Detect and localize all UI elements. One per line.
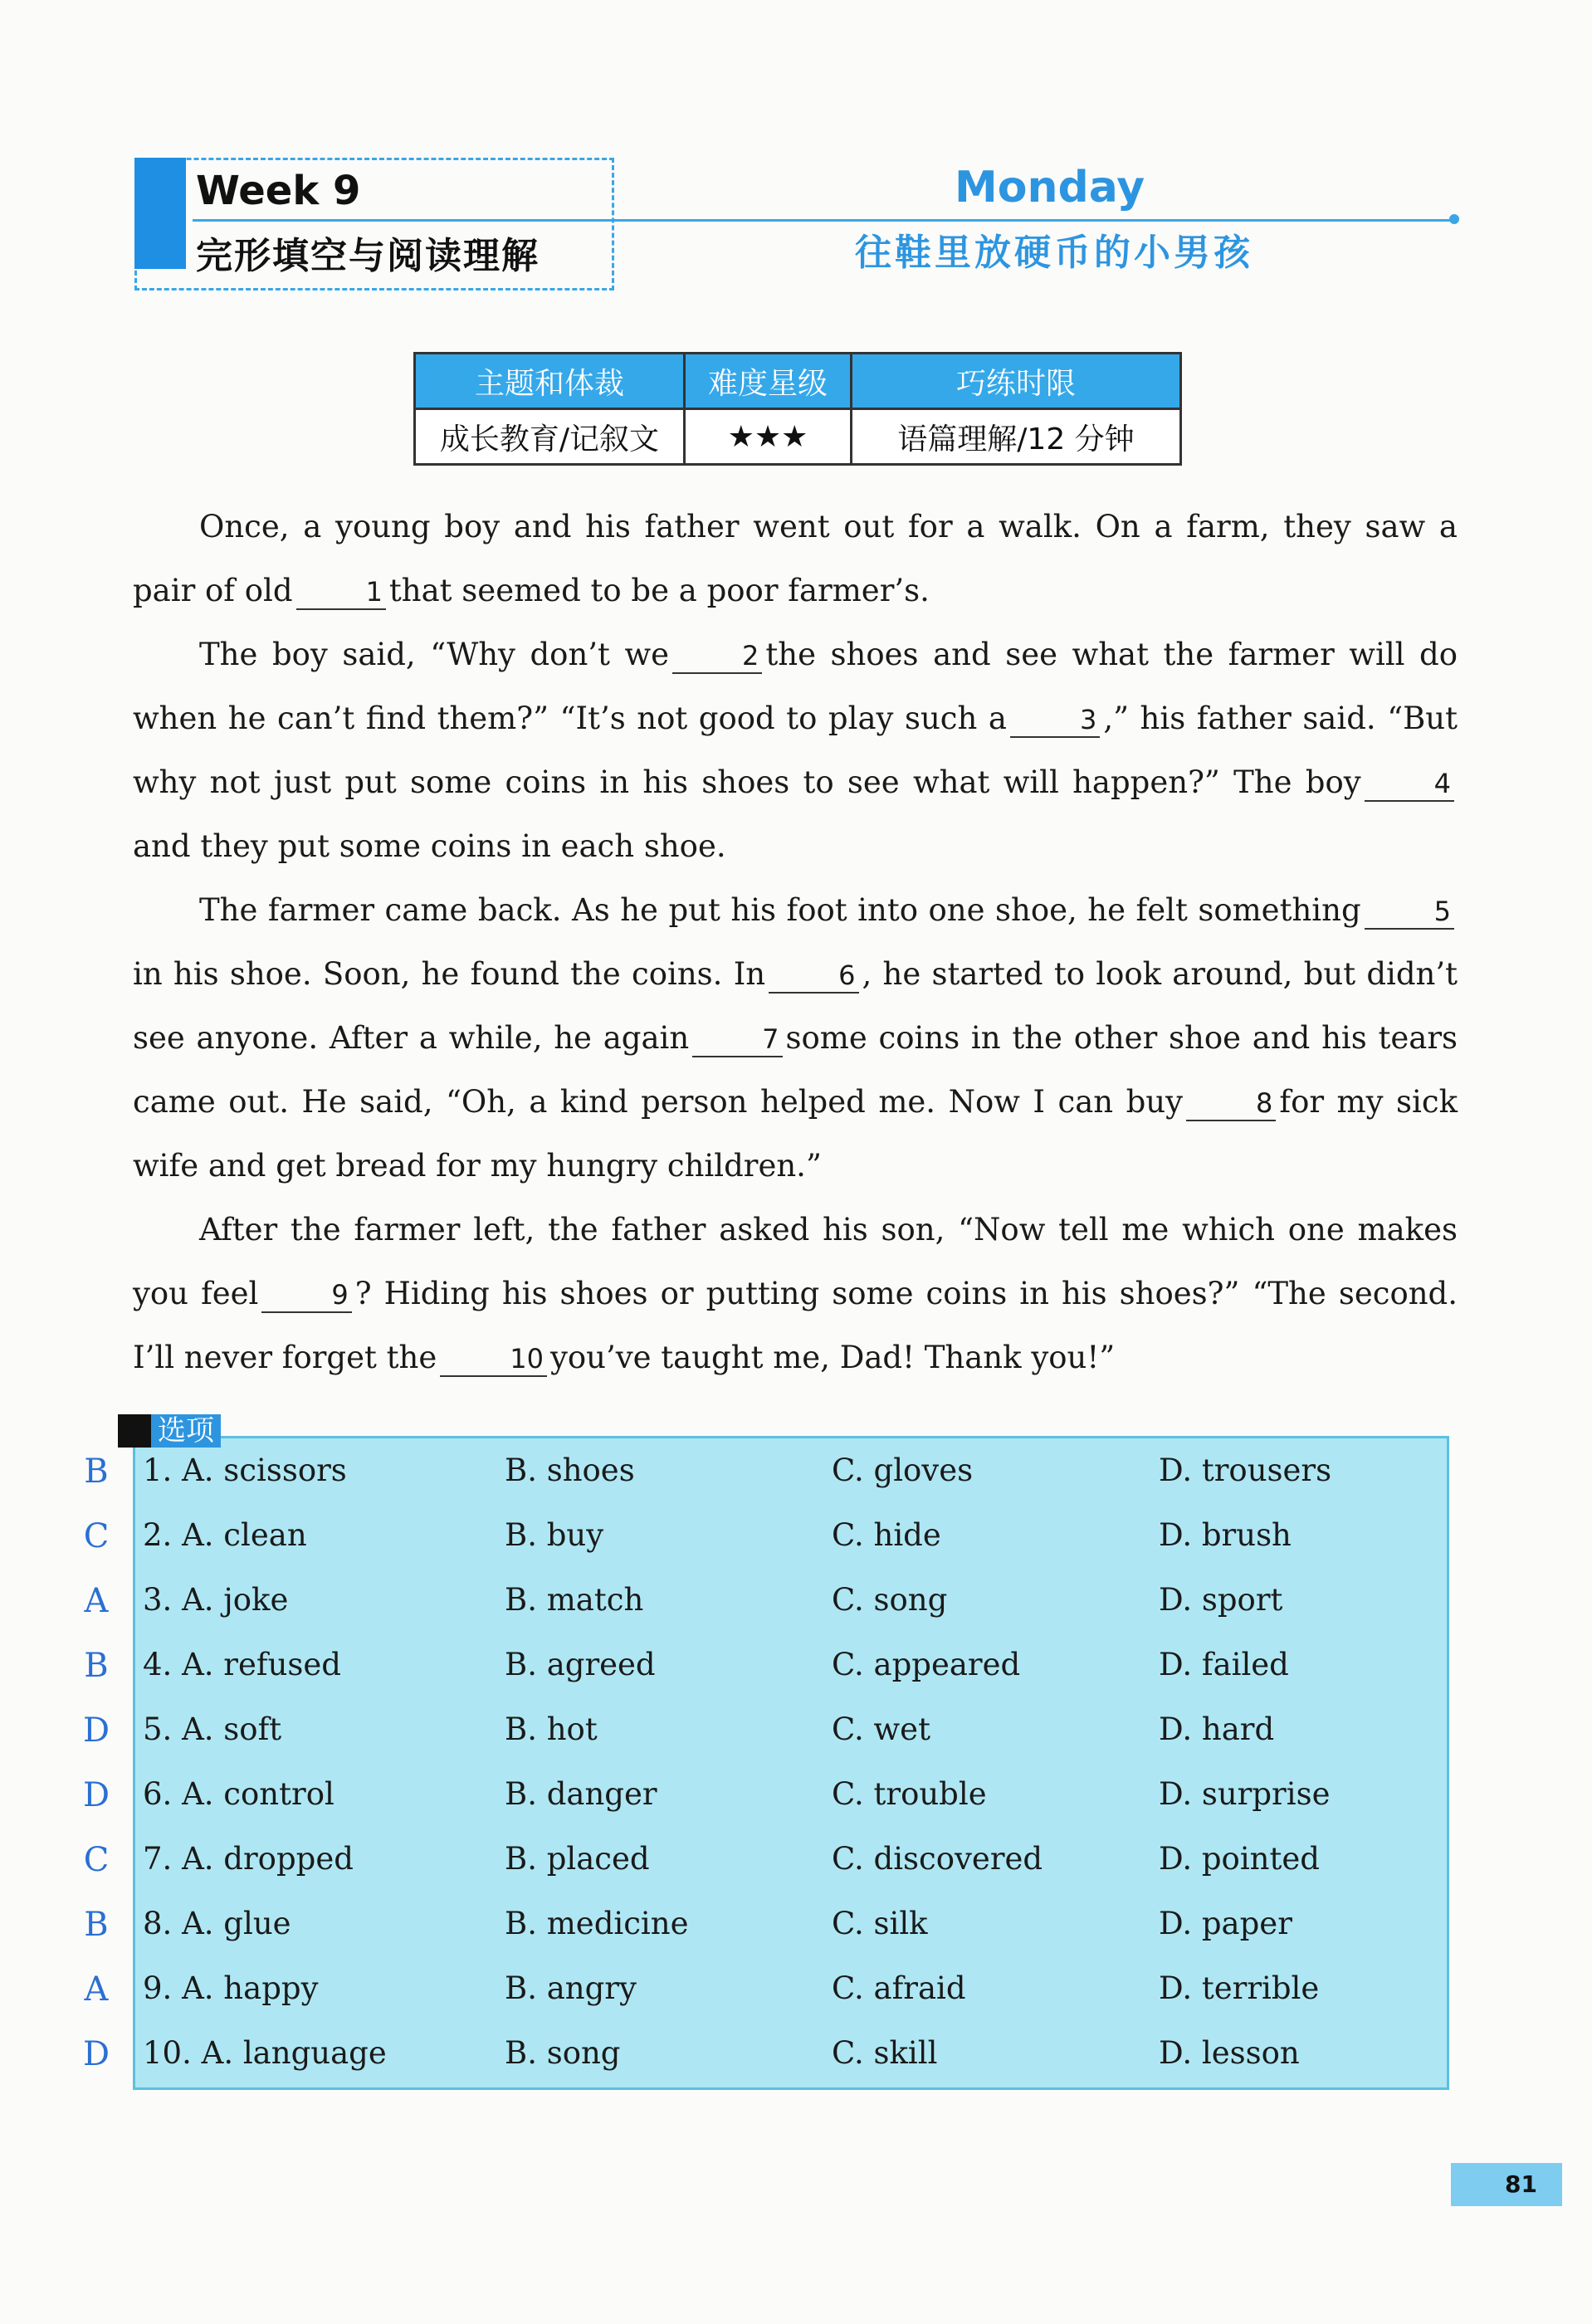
blank-3[interactable]: 3 xyxy=(1010,703,1100,738)
option-d[interactable]: D. hard xyxy=(1159,1711,1275,1747)
paragraph-3 xyxy=(133,878,1458,1198)
option-d[interactable]: D. paper xyxy=(1159,1906,1292,1941)
answer-mark: D xyxy=(82,1776,110,1814)
option-d[interactable]: D. trousers xyxy=(1159,1452,1332,1488)
option-d[interactable]: D. surprise xyxy=(1159,1776,1331,1812)
option-d[interactable]: D. sport xyxy=(1159,1582,1283,1618)
passage-text: After the farmer left, the father asked his son, “Now tell me which one makes you feel xyxy=(133,1212,1458,1311)
passage-text: you’ve taught me, Dad! Thank you!” xyxy=(549,1340,1116,1375)
option-b[interactable]: B. buy xyxy=(505,1517,604,1553)
passage-text: The boy said, “Why don’t we xyxy=(199,637,670,672)
option-a[interactable]: 6. A. control xyxy=(143,1776,335,1812)
option-a[interactable]: 2. A. clean xyxy=(143,1517,307,1553)
option-a[interactable]: 7. A. dropped xyxy=(143,1841,354,1877)
answer-mark: D xyxy=(82,1711,110,1750)
blank-1[interactable]: 1 xyxy=(296,575,386,610)
option-c[interactable]: C. appeared xyxy=(832,1647,1021,1682)
section-title: 完形填空与阅读理解 xyxy=(196,235,540,277)
option-c[interactable]: C. wet xyxy=(832,1711,930,1747)
passage-text: that seemed to be a poor farmer’s. xyxy=(388,573,930,608)
blank-6[interactable]: 6 xyxy=(769,959,858,994)
option-b[interactable]: B. shoes xyxy=(505,1452,635,1488)
page-number: 81 xyxy=(1451,2163,1562,2206)
option-row xyxy=(0,1517,1494,1580)
options-label: 选项 xyxy=(118,1414,221,1448)
option-a[interactable]: 1. A. scissors xyxy=(143,1452,347,1488)
passage-text: for my sick wife and get bread for my hungry children.” xyxy=(133,1084,1458,1184)
passage-text: Once, a young boy and his father went out for a walk. On a farm, they saw a pair of old xyxy=(133,509,1458,608)
blank-7[interactable]: 7 xyxy=(692,1023,782,1057)
option-b[interactable]: B. danger xyxy=(505,1776,657,1812)
blank-2[interactable]: 2 xyxy=(672,639,762,674)
passage-text: ? Hiding his shoes or putting some coins in his shoes?” “The second. I’ll never forget the xyxy=(133,1276,1458,1375)
answer-mark: B xyxy=(84,1452,109,1491)
option-b[interactable]: B. hot xyxy=(505,1711,598,1747)
passage-text: , he started to look around, but didn’t see anyone. After a while, he again xyxy=(133,956,1458,1056)
option-a[interactable]: 5. A. soft xyxy=(143,1711,282,1747)
blank-9[interactable]: 9 xyxy=(261,1278,351,1313)
option-a[interactable]: 9. A. happy xyxy=(143,1970,319,2006)
option-a[interactable]: 8. A. glue xyxy=(143,1906,291,1941)
option-b[interactable]: B. angry xyxy=(505,1970,637,2006)
option-b[interactable]: B. match xyxy=(505,1582,644,1618)
passage-text: the shoes and see what the farmer will do when he can’t find them?” “It’s not good to play such a xyxy=(133,637,1458,736)
option-row xyxy=(0,1841,1494,1904)
option-d[interactable]: D. failed xyxy=(1159,1647,1289,1682)
option-b[interactable]: B. placed xyxy=(505,1841,650,1877)
options-label-square-icon xyxy=(118,1414,151,1448)
option-c[interactable]: C. silk xyxy=(832,1906,928,1941)
option-row xyxy=(0,1970,1494,2034)
info-value-difficulty: ★★★ xyxy=(685,409,852,465)
option-d[interactable]: D. pointed xyxy=(1159,1841,1320,1877)
option-row xyxy=(0,1647,1494,1710)
option-a[interactable]: 4. A. refused xyxy=(143,1647,341,1682)
option-c[interactable]: C. hide xyxy=(832,1517,941,1553)
option-row xyxy=(0,2035,1494,2098)
paragraph-4 xyxy=(133,1198,1458,1389)
option-a[interactable]: 3. A. joke xyxy=(143,1582,289,1618)
week-label: Week 9 xyxy=(196,168,361,214)
answer-mark: C xyxy=(83,1841,110,1879)
option-b[interactable]: B. medicine xyxy=(505,1906,689,1941)
option-row xyxy=(0,1582,1494,1645)
option-c[interactable]: C. discovered xyxy=(832,1841,1043,1877)
paragraph-2 xyxy=(133,622,1458,878)
option-d[interactable]: D. brush xyxy=(1159,1517,1292,1553)
info-value-theme: 成长教育/记叙文 xyxy=(415,409,685,465)
blank-5[interactable]: 5 xyxy=(1365,895,1454,930)
option-c[interactable]: C. afraid xyxy=(832,1970,966,2006)
option-b[interactable]: B. agreed xyxy=(505,1647,656,1682)
header-divider-dot xyxy=(1449,214,1459,224)
option-a[interactable]: 10. A. language xyxy=(143,2035,387,2071)
header-divider xyxy=(193,219,1454,222)
day-label: Monday xyxy=(955,163,1145,212)
info-header-time: 巧练时限 xyxy=(852,354,1181,409)
option-c[interactable]: C. trouble xyxy=(832,1776,987,1812)
cloze-passage xyxy=(133,495,1458,1389)
header-accent-bar xyxy=(134,158,186,269)
option-row xyxy=(0,1906,1494,1969)
blank-8[interactable]: 8 xyxy=(1186,1086,1276,1121)
story-title: 往鞋里放硬币的小男孩 xyxy=(855,232,1253,274)
info-header-theme: 主题和体裁 xyxy=(415,354,685,409)
option-c[interactable]: C. gloves xyxy=(832,1452,974,1488)
info-header-difficulty: 难度星级 xyxy=(685,354,852,409)
paragraph-1 xyxy=(133,495,1458,622)
passage-text: ,” his father said. “But why not just put some coins in his shoes to see what will happen?” The boy xyxy=(133,701,1458,800)
option-c[interactable]: C. skill xyxy=(832,2035,938,2071)
passage-text: in his shoe. Soon, he found the coins. In xyxy=(133,956,766,992)
option-row xyxy=(0,1711,1494,1775)
info-table xyxy=(413,352,1182,466)
answer-mark: B xyxy=(84,1906,109,1944)
option-d[interactable]: D. lesson xyxy=(1159,2035,1300,2071)
passage-text: The farmer came back. As he put his foot into one shoe, he felt something xyxy=(199,892,1361,928)
option-row xyxy=(0,1776,1494,1839)
passage-text: and they put some coins in each shoe. xyxy=(133,828,726,864)
info-value-time: 语篇理解/12 分钟 xyxy=(852,409,1181,465)
option-d[interactable]: D. terrible xyxy=(1159,1970,1320,2006)
option-c[interactable]: C. song xyxy=(832,1582,948,1618)
passage-text: some coins in the other shoe and his tears came out. He said, “Oh, a kind person helped me. Now I can buy xyxy=(133,1020,1458,1120)
blank-4[interactable]: 4 xyxy=(1365,767,1454,802)
option-b[interactable]: B. song xyxy=(505,2035,621,2071)
answer-mark: D xyxy=(82,2035,110,2073)
answer-mark: C xyxy=(83,1517,110,1555)
blank-10[interactable]: 10 xyxy=(440,1342,547,1377)
answer-mark: A xyxy=(84,1582,109,1620)
answer-mark: A xyxy=(84,1970,109,2009)
option-row xyxy=(0,1452,1494,1516)
answer-mark: B xyxy=(84,1647,109,1685)
